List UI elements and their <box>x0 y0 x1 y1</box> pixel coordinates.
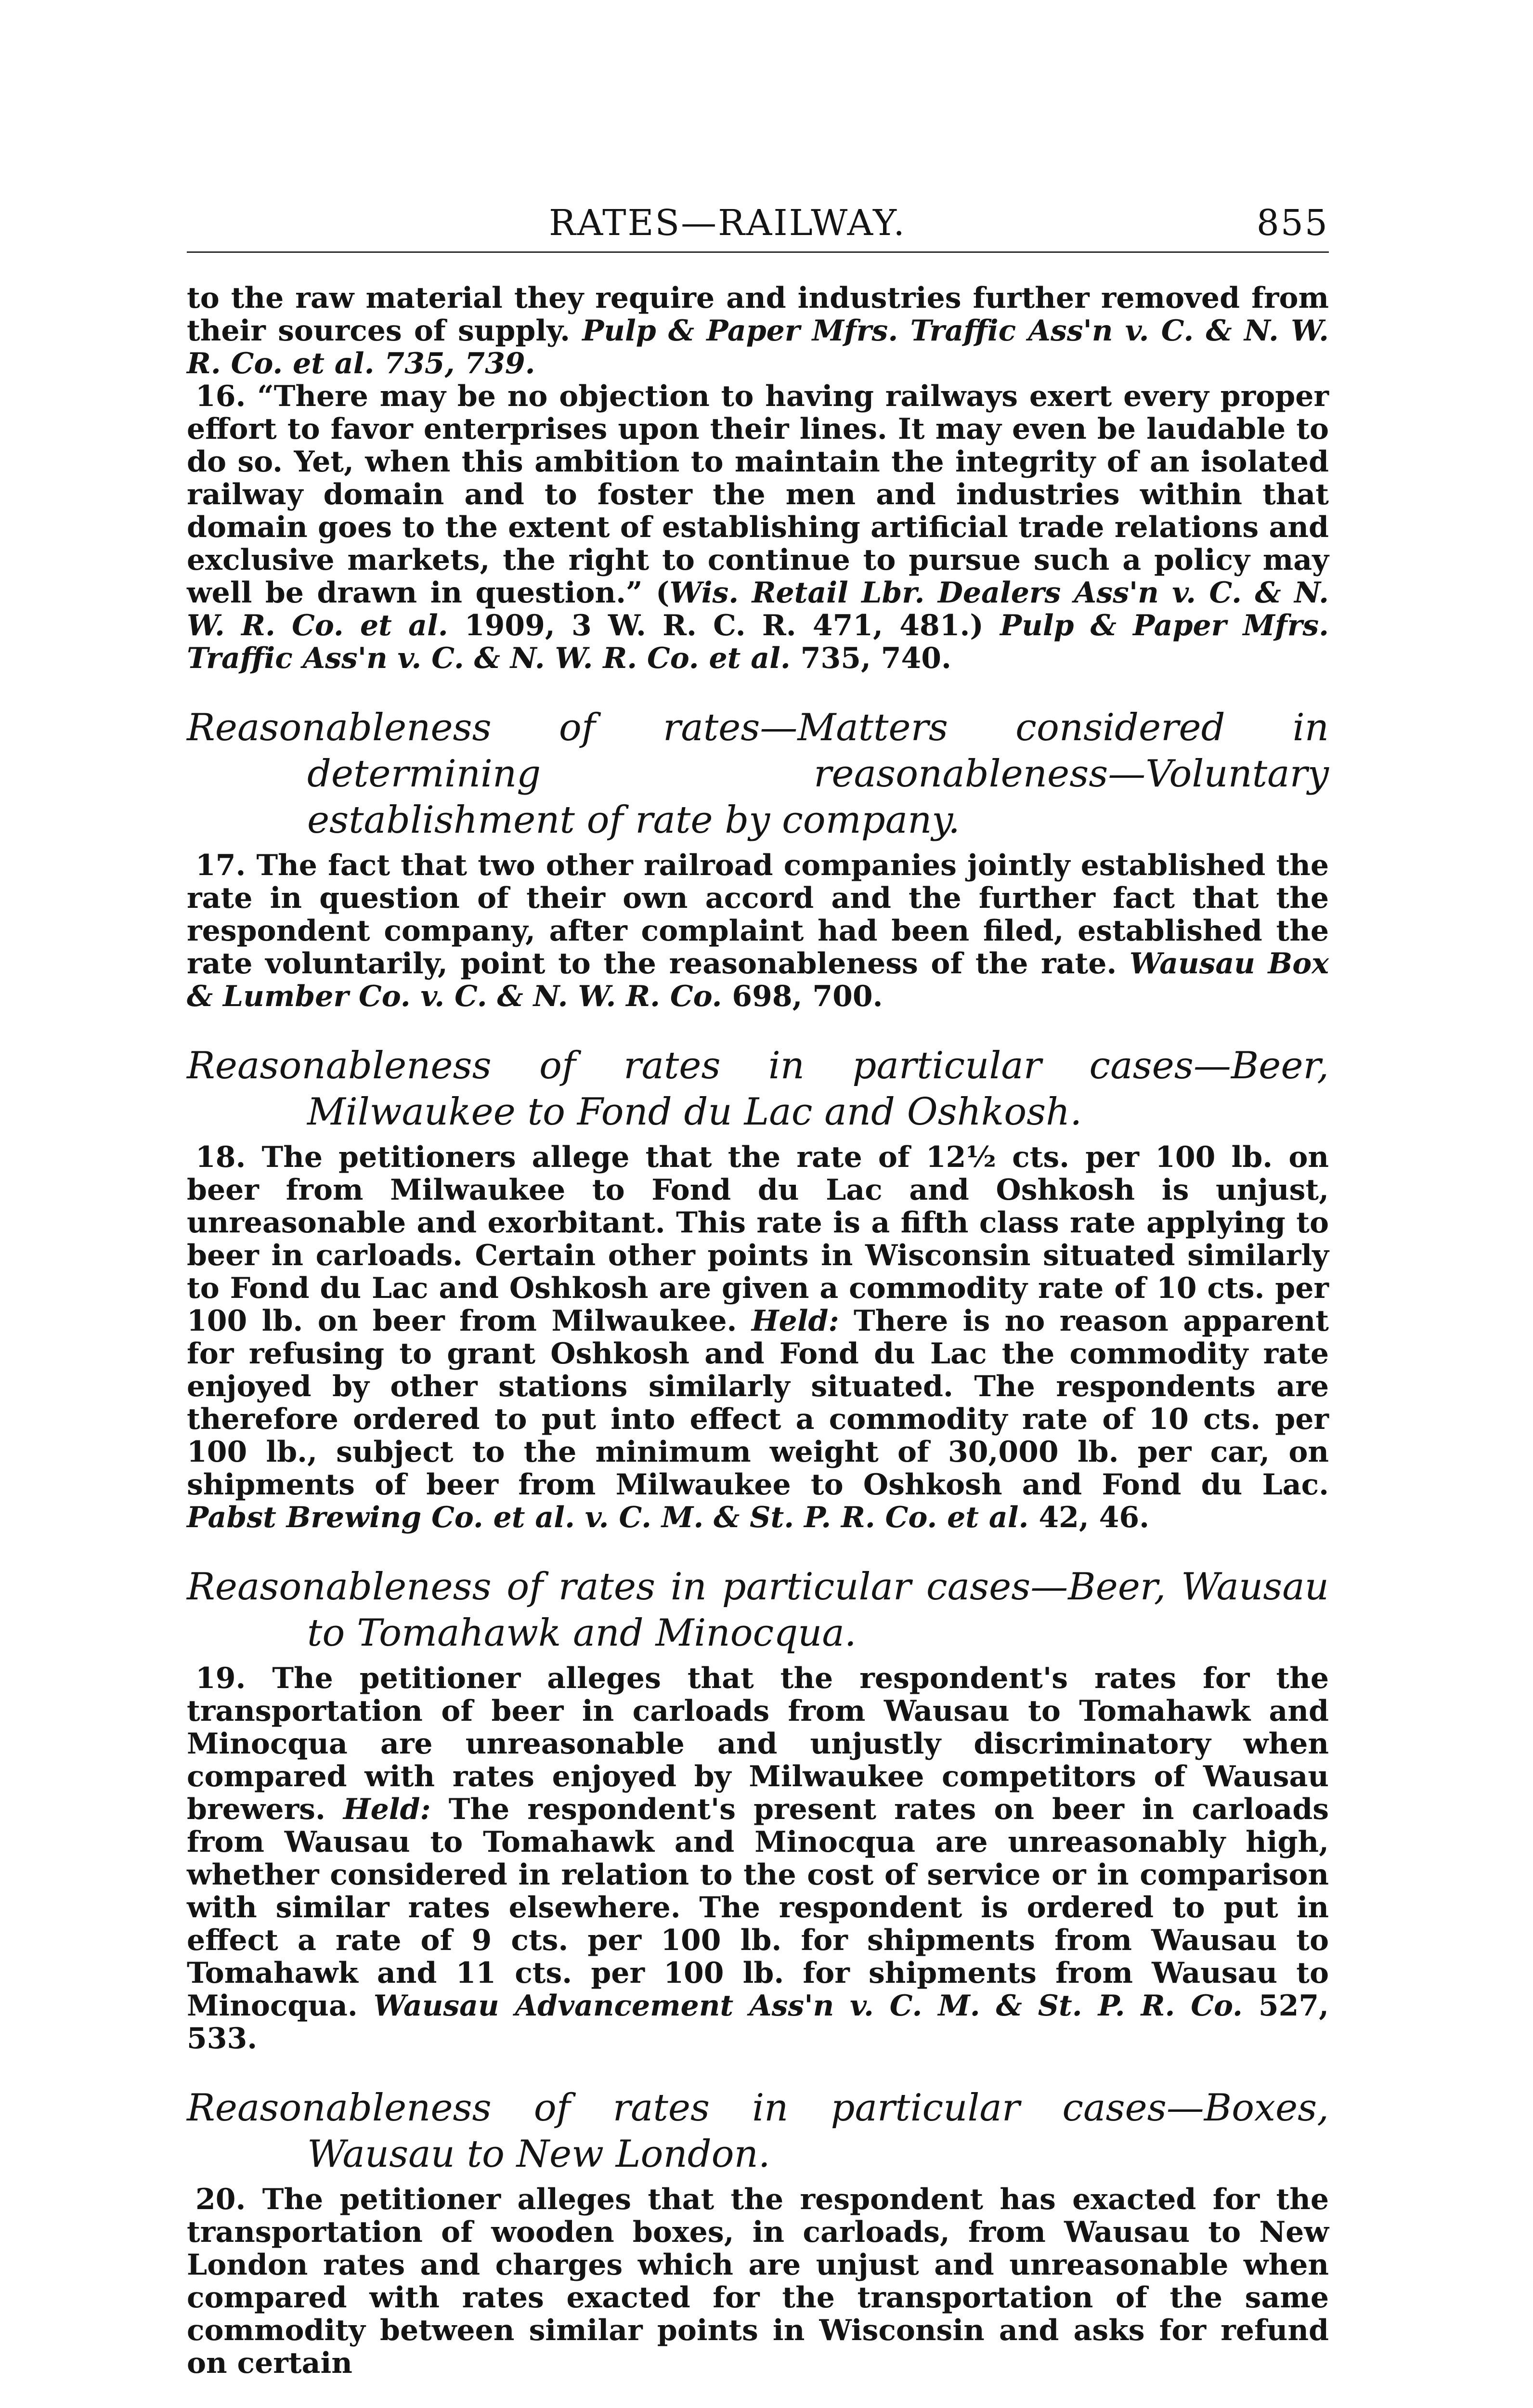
p17-text: 17. The fact that two other railroad companies jointly established the rate in question of their own accord and the further fact that the respondent company, after complaint had been filed, established the rate voluntarily, point to the reasonableness of the rate. <box>187 849 1329 981</box>
p16-citation-1: Wis. Retail Lbr. Dealers Ass'n v. C. & N. W. R. Co. et al. <box>187 576 1329 642</box>
p19-held: Held: <box>343 1793 431 1826</box>
p18-text-2: There is no reason apparent for refusing to grant Oshkosh and Fond du Lac the commodity rate enjoyed by other stations similarly situated. The respondents are therefore ordered to put into effect a commodity rate of 10 cts. per 100 lb., subject to the minimum weight of 30,000 lb. per car, on shipments of beer from Milwaukee to Oshkosh and Fond du Lac. <box>187 1304 1329 1502</box>
heading-19: Reasonableness of rates in particular cases—Beer, Wausau to Tomahawk and Minocqua. <box>187 1565 1329 1655</box>
p18-end: 42, 46. <box>1028 1501 1149 1534</box>
p19-text-2: The respondent's present rates on beer in carloads from Wausau to Tomahawk and Minocqua are unreasonably high, whether considered in relation to the cost of service or in comparison with similar rates elsewhere. The respondent is ordered to put in effect a rate of 9 cts. per 100 lb. for shipments from Wausau to Tomahawk and 11 cts. per 100 lb. for shipments from Wausau to Minocqua. <box>187 1793 1329 2023</box>
p16-end: 735, 740. <box>790 641 951 675</box>
paragraph-17 <box>187 849 1329 1013</box>
heading-17: Reasonableness of rates—Matters considered in determining reasonableness—Voluntary establishment of rate by company. <box>187 706 1329 842</box>
p19-citation: Wausau Advancement Ass'n v. C. M. & St. P. R. Co. <box>373 1989 1243 2023</box>
p16-text: 16. “There may be no objection to having railways exert every proper effort to favor enterprises upon their lines. It may even be laudable to do so. Yet, when this ambition to maintain the integrity of an isolated railway domain and to foster the men and industries within that domain goes to the extent of establishing artificial trade relations and exclusive markets, the right to continue to pursue such a policy may well be drawn in question.” ( <box>187 380 1329 610</box>
heading-18: Reasonableness of rates in particular cases—Beer, Milwaukee to Fond du Lac and Oshkosh. <box>187 1044 1329 1134</box>
p20-text: 20. The petitioner alleges that the respondent has exacted for the transportation of wooden boxes, in carloads, from Wausau to New London rates and charges which are unjust and unreasonable when compared with rates exacted for the transportation of the same commodity between similar points in Wisconsin and asks for refund on certain <box>187 2183 1329 2380</box>
paragraph-16 <box>187 380 1329 675</box>
intro-citation: Pulp & Paper Mfrs. Traffic Ass'n v. C. & N. W. R. Co. et al. 735, 739. <box>187 314 1329 380</box>
paragraph-18 <box>187 1141 1329 1534</box>
p18-held: Held: <box>751 1304 839 1338</box>
p16-mid: 1909, 3 W. R. C. R. 471, 481.) <box>448 609 1000 642</box>
p18-text: 18. The petitioners allege that the rate of 12½ cts. per 100 lb. on beer from Milwaukee to Fond du Lac and Oshkosh is unjust, unreasonable and exorbitant. This rate is a fifth class rate applying to beer in carloads. Certain other points in Wisconsin situated similarly to Fond du Lac and Oshkosh are given a commodity rate of 10 cts. per 100 lb. on beer from Milwaukee. <box>187 1140 1329 1338</box>
paragraph-19 <box>187 1662 1329 2055</box>
heading-20: Reasonableness of rates in particular cases—Boxes, Wausau to New London. <box>187 2086 1329 2176</box>
document-page <box>187 202 1329 2380</box>
paragraph-20 <box>187 2183 1329 2380</box>
p17-end: 698, 700. <box>722 980 883 1013</box>
p16-citation-2: Pulp & Paper Mfrs. Traffic Ass'n v. C. & N. W. R. Co. et al. <box>187 609 1329 675</box>
p19-text: 19. The petitioner alleges that the respondent's rates for the transportation of beer in carloads from Wausau to Tomahawk and Minocqua are unreasonable and unjustly discriminatory when compared with rates enjoyed by Milwaukee competitors of Wausau brewers. <box>187 1662 1329 1826</box>
running-title: RATES—RAILWAY. <box>549 202 906 244</box>
intro-paragraph <box>187 282 1329 380</box>
p19-end: 527, 533. <box>187 1989 1329 2055</box>
p18-citation: Pabst Brewing Co. et al. v. C. M. & St. P. R. Co. et al. <box>187 1501 1029 1534</box>
p17-citation: Wausau Box & Lumber Co. v. C. & N. W. R. Co. <box>187 947 1329 1013</box>
running-header <box>187 202 1329 249</box>
header-rule <box>187 251 1329 253</box>
intro-text: to the raw material they require and industries further removed from their sources of supply. <box>187 281 1329 348</box>
page-number: 855 <box>1256 202 1329 244</box>
